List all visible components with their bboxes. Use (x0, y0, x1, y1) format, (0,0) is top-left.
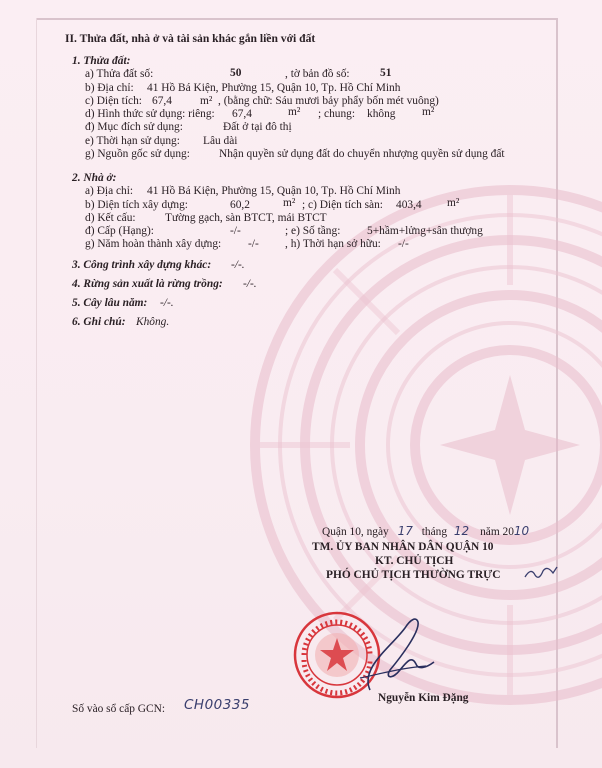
initial-mark (523, 563, 559, 583)
floor-area-unit: m² (447, 197, 460, 209)
signing-place-date (322, 525, 529, 539)
signer-name: Nguyễn Kim Đặng (378, 692, 469, 704)
other-works-label: 3. Công trình xây dựng khác: (72, 259, 212, 271)
land-area-value: 67,4 (152, 95, 172, 107)
floor-area-label: ; c) Diện tích sàn: (302, 199, 383, 211)
usage-purpose-label: đ) Mục đích sử dụng: (85, 121, 183, 133)
note-label: 6. Ghi chú: (72, 316, 126, 328)
land-heading: 1. Thửa đất: (72, 55, 131, 67)
building-area-label: b) Diện tích xây dựng: (85, 199, 188, 211)
ownership-term-value: -/- (398, 238, 409, 250)
grade-value: -/- (230, 225, 241, 237)
land-number-value: 50 (230, 67, 242, 79)
land-address-value: 41 Hồ Bá Kiện, Phường 15, Quận 10, Tp. Hồ Chí Minh (147, 82, 401, 94)
usage-private-value: 67,4 (232, 108, 252, 120)
usage-form-label: d) Hình thức sử dụng: riêng: (85, 108, 215, 120)
planted-forest-label: 4. Rừng sản xuất là rừng trồng: (72, 278, 223, 290)
ownership-term-label: , h) Thời hạn sở hữu: (285, 238, 381, 250)
sign-month: 12 (453, 524, 470, 538)
note-value: Không. (136, 316, 170, 328)
perennial-trees-label: 5. Cây lâu năm: (72, 297, 148, 309)
chairman-line: KT. CHỦ TỊCH (375, 555, 454, 567)
usage-origin-value: Nhận quyền sử dụng đất do chuyển nhượng quyền sử dụng đất (219, 148, 505, 160)
month-label: tháng (421, 526, 448, 538)
frame-border-left (36, 18, 37, 748)
date-prefix: Quận 10, ngày (322, 526, 389, 538)
building-area-value: 60,2 (230, 199, 250, 211)
registry-number: CH00335 (184, 697, 251, 713)
house-address-value: 41 Hồ Bá Kiện, Phường 15, Quận 10, Tp. Hồ Chí Minh (147, 185, 401, 197)
floor-area-value: 403,4 (396, 199, 422, 211)
land-area-unit: m² (200, 95, 213, 107)
sign-day: 17 (397, 524, 413, 538)
section-title: II. Thửa đất, nhà ở và tài sản khác gắn liền với đất (65, 32, 316, 45)
storeys-value: 5+hầm+lửng+sân thượng (367, 225, 483, 237)
perennial-trees-value: -/-. (160, 297, 174, 309)
land-area-words: , (bằng chữ: Sáu mươi bảy phẩy bốn mét vuông) (218, 95, 439, 107)
house-address-label: a) Địa chỉ: (85, 185, 134, 197)
registry-label: Số vào sổ cấp GCN: (72, 703, 166, 715)
land-area-label: c) Diện tích: (85, 95, 142, 107)
map-sheet-value: 51 (380, 67, 392, 79)
structure-label: d) Kết cấu: (85, 212, 136, 224)
usage-term-value: Lâu dài (203, 135, 238, 147)
completion-year-label: g) Năm hoàn thành xây dựng: (85, 238, 222, 250)
completion-year-value: -/- (248, 238, 259, 250)
usage-private-unit: m² (288, 106, 301, 118)
land-number-label: a) Thửa đất số: (85, 68, 154, 80)
storeys-label: ; e) Số tầng: (285, 225, 341, 237)
structure-value: Tường gạch, sàn BTCT, mái BTCT (165, 212, 327, 224)
grade-label: đ) Cấp (Hạng): (85, 225, 154, 237)
other-works-value: -/-. (231, 259, 245, 271)
map-sheet-label: , tờ bản đồ số: (285, 68, 350, 80)
frame-border-top (36, 18, 558, 20)
land-address-label: b) Địa chỉ: (85, 82, 134, 94)
usage-shared-label: ; chung: (318, 108, 356, 120)
usage-term-label: e) Thời hạn sử dụng: (85, 135, 180, 147)
planted-forest-value: -/-. (243, 278, 257, 290)
usage-shared-value: không (367, 108, 396, 120)
signature (330, 608, 460, 698)
usage-shared-unit: m² (422, 106, 435, 118)
usage-purpose-value: Đất ở tại đô thị (223, 121, 292, 133)
building-area-unit: m² (283, 197, 296, 209)
sign-year: 10 (513, 524, 530, 538)
vice-chairman-line: PHÓ CHỦ TỊCH THƯỜNG TRỰC (326, 569, 501, 581)
house-heading: 2. Nhà ở: (72, 172, 117, 184)
usage-origin-label: g) Nguồn gốc sử dụng: (85, 148, 190, 160)
year-label: năm 20 (480, 526, 514, 538)
frame-border-right (556, 18, 558, 748)
committee-line: TM. ỦY BAN NHÂN DÂN QUẬN 10 (312, 541, 494, 553)
